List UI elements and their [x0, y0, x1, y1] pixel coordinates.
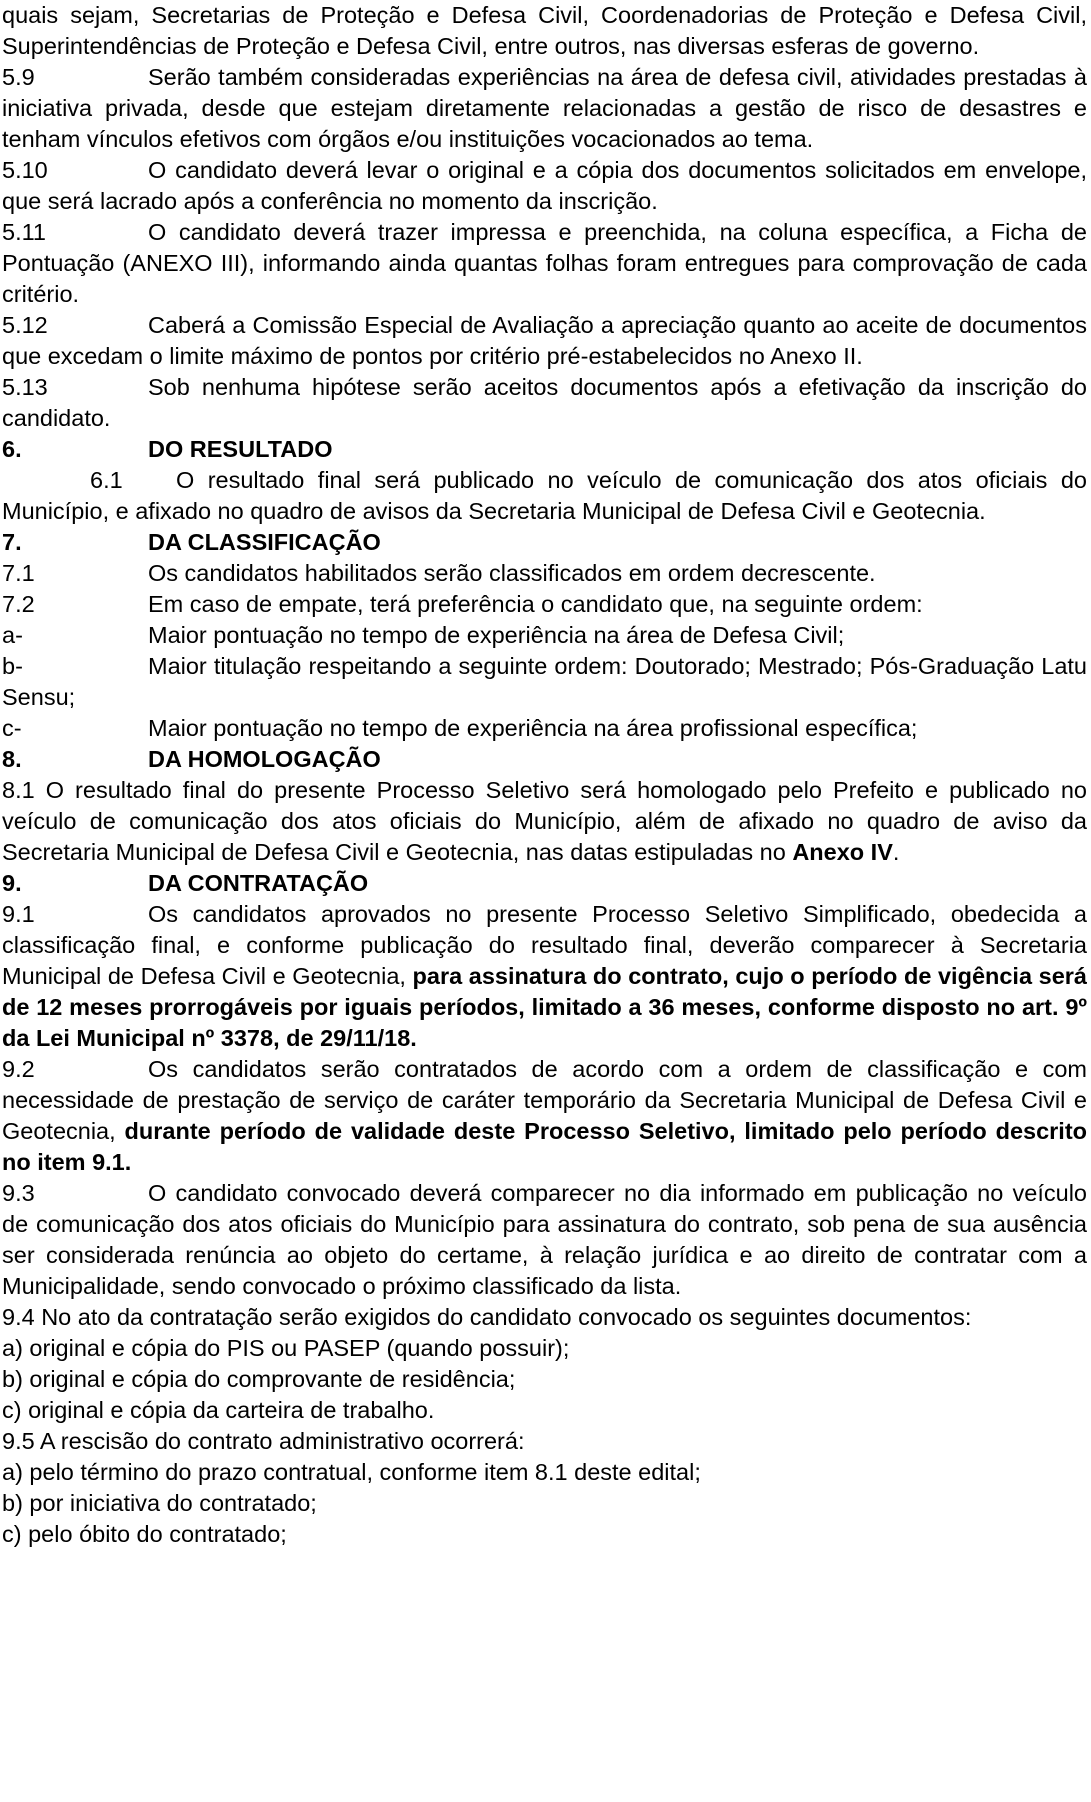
- clause-5-12: [2, 310, 1087, 372]
- item-marker: a-: [2, 622, 23, 648]
- item-marker: b-: [2, 653, 23, 679]
- clause-text: Os candidatos serão contratados de acordo com a ordem de classificação e com necessidade de prestação de serviço de caráter temporário da Secretaria Municipal de Defesa Civil e Geotecnia,: [2, 1056, 1087, 1144]
- clause-5-13: [2, 372, 1087, 434]
- clause-7-2: [2, 589, 1087, 620]
- clause-9-3: [2, 1178, 1087, 1302]
- clause-9-5: 9.5 A rescisão do contrato administrativo ocorrerá:: [2, 1428, 525, 1454]
- clause-7-c: [2, 713, 1087, 744]
- clause-7-a: [2, 620, 1087, 651]
- document-list-item: b) original e cópia do comprovante de residência;: [2, 1366, 516, 1392]
- clause-9-1: [2, 899, 1087, 1054]
- section-number: 9.: [2, 870, 22, 896]
- clause-8-1: [2, 775, 1087, 868]
- section-number: 7.: [2, 529, 22, 555]
- section-title: DA HOMOLOGAÇÃO: [148, 746, 381, 772]
- clause-9-2: [2, 1054, 1087, 1178]
- clause-text: O resultado final será publicado no veículo de comunicação dos atos oficiais do Município, e afixado no quadro de avisos da Secretaria Municipal de Defesa Civil e Geotecnia.: [2, 467, 1087, 524]
- clause-7-1: [2, 558, 1087, 589]
- document-list-item: c) original e cópia da carteira de trabalho.: [2, 1397, 435, 1423]
- clause-number: 5.11: [2, 219, 46, 245]
- clause-text: Os candidatos aprovados no presente Processo Seletivo Simplificado, obedecida a classificação final, e conforme publicação do resultado final, deverão comparecer à Secretaria Municipal de Defesa Civil e Geotecnia,: [2, 901, 1087, 989]
- section-heading-7: [2, 527, 1087, 558]
- item-marker: c-: [2, 715, 22, 741]
- clause-end: .: [892, 839, 900, 865]
- item-text: Maior titulação respeitando a seguinte ordem: Doutorado; Mestrado; Pós-Graduação Latu Sensu;: [2, 653, 1087, 710]
- clause-number: 5.13: [2, 374, 48, 400]
- rescission-list-item: b) por iniciativa do contratado;: [2, 1490, 317, 1516]
- section-title: DA CLASSIFICAÇÃO: [148, 529, 381, 555]
- item-text: Maior pontuação no tempo de experiência na área de Defesa Civil;: [148, 622, 845, 648]
- clause-number: 7.2: [2, 591, 35, 617]
- section-heading-9: [2, 868, 1087, 899]
- rescission-list-item: a) pelo término do prazo contratual, conforme item 8.1 deste edital;: [2, 1459, 701, 1485]
- section-number: 6.: [2, 436, 22, 462]
- section-number: 8.: [2, 746, 22, 772]
- intro-paragraph: quais sejam, Secretarias de Proteção e Defesa Civil, Coordenadorias de Proteção e Defesa Civil, Superintendências de Proteção e Defesa Civil, entre outros, nas diversas esferas de governo.: [2, 2, 1087, 59]
- clause-number: 9.1: [2, 901, 35, 927]
- item-text: Maior pontuação no tempo de experiência na área profissional específica;: [148, 715, 918, 741]
- section-title: DA CONTRATAÇÃO: [148, 870, 369, 896]
- rescission-list-item: c) pelo óbito do contratado;: [2, 1521, 287, 1547]
- clause-number: 7.1: [2, 560, 35, 586]
- clause-text: Serão também consideradas experiências na área de defesa civil, atividades prestadas à iniciativa privada, desde que estejam diretamente relacionadas a gestão de risco de desastres e tenham vínculos efetivos com órgãos e/ou instituições vocacionados ao tema.: [2, 64, 1087, 152]
- annex-reference: Anexo IV: [792, 839, 893, 865]
- clause-9-4: 9.4 No ato da contratação serão exigidos do candidato convocado os seguintes documentos:: [2, 1304, 972, 1330]
- clause-bold-text: durante período de validade deste Processo Seletivo, limitado pelo período descrito no item 9.1.: [2, 1118, 1088, 1175]
- clause-bold-text: para assinatura do contrato, cujo o período de vigência será de 12 meses prorrogáveis por iguais períodos, limitado a 36 meses, conforme disposto no art. 9º da Lei Municipal nº 3378, de 29/11/18.: [2, 963, 1087, 1051]
- clause-text: Os candidatos habilitados serão classificados em ordem decrescente.: [148, 560, 876, 586]
- clause-number: 5.12: [2, 312, 48, 338]
- clause-text: O candidato convocado deverá comparecer no dia informado em publicação no veículo de comunicação dos atos oficiais do Município para assinatura do contrato, sob pena de sua ausência ser considerada renúncia ao objeto do certame, à relação jurídica e ao direito de contratar com a Municipalidade, sendo convocado o próximo classificado da lista.: [2, 1180, 1087, 1299]
- section-title: DO RESULTADO: [148, 436, 333, 462]
- clause-text: O candidato deverá trazer impressa e preenchida, na coluna específica, a Ficha de Pontuação (ANEXO III), informando ainda quantas folhas foram entregues para comprovação de cada critério.: [2, 219, 1087, 307]
- clause-5-11: [2, 217, 1087, 310]
- clause-number: 5.9: [2, 64, 35, 90]
- clause-6-1: [2, 465, 1087, 527]
- clause-number: 5.10: [2, 157, 48, 183]
- clause-text: Caberá a Comissão Especial de Avaliação a apreciação quanto ao aceite de documentos que excedam o limite máximo de pontos por critério pré-estabelecidos no Anexo II.: [2, 312, 1087, 369]
- section-heading-8: [2, 744, 1087, 775]
- clause-number: 9.2: [2, 1056, 35, 1082]
- clause-7-b: [2, 651, 1087, 713]
- clause-5-10: [2, 155, 1087, 217]
- clause-text: 8.1 O resultado final do presente Processo Seletivo será homologado pelo Prefeito e publicado no veículo de comunicação dos atos oficiais do Município, além de afixado no quadro de aviso da Secretaria Municipal de Defesa Civil e Geotecnia, nas datas estipuladas no: [2, 777, 1087, 865]
- clause-text: Sob nenhuma hipótese serão aceitos documentos após a efetivação da inscrição do candidato.: [2, 374, 1087, 431]
- clause-number: 9.3: [2, 1180, 35, 1206]
- section-heading-6: [2, 434, 1087, 465]
- clause-5-9: [2, 62, 1087, 155]
- clause-text: O candidato deverá levar o original e a cópia dos documentos solicitados em envelope, que será lacrado após a conferência no momento da inscrição.: [2, 157, 1087, 214]
- clause-text: Em caso de empate, terá preferência o candidato que, na seguinte ordem:: [148, 591, 923, 617]
- clause-number: 6.1: [90, 467, 123, 493]
- document-list-item: a) original e cópia do PIS ou PASEP (quando possuir);: [2, 1335, 570, 1361]
